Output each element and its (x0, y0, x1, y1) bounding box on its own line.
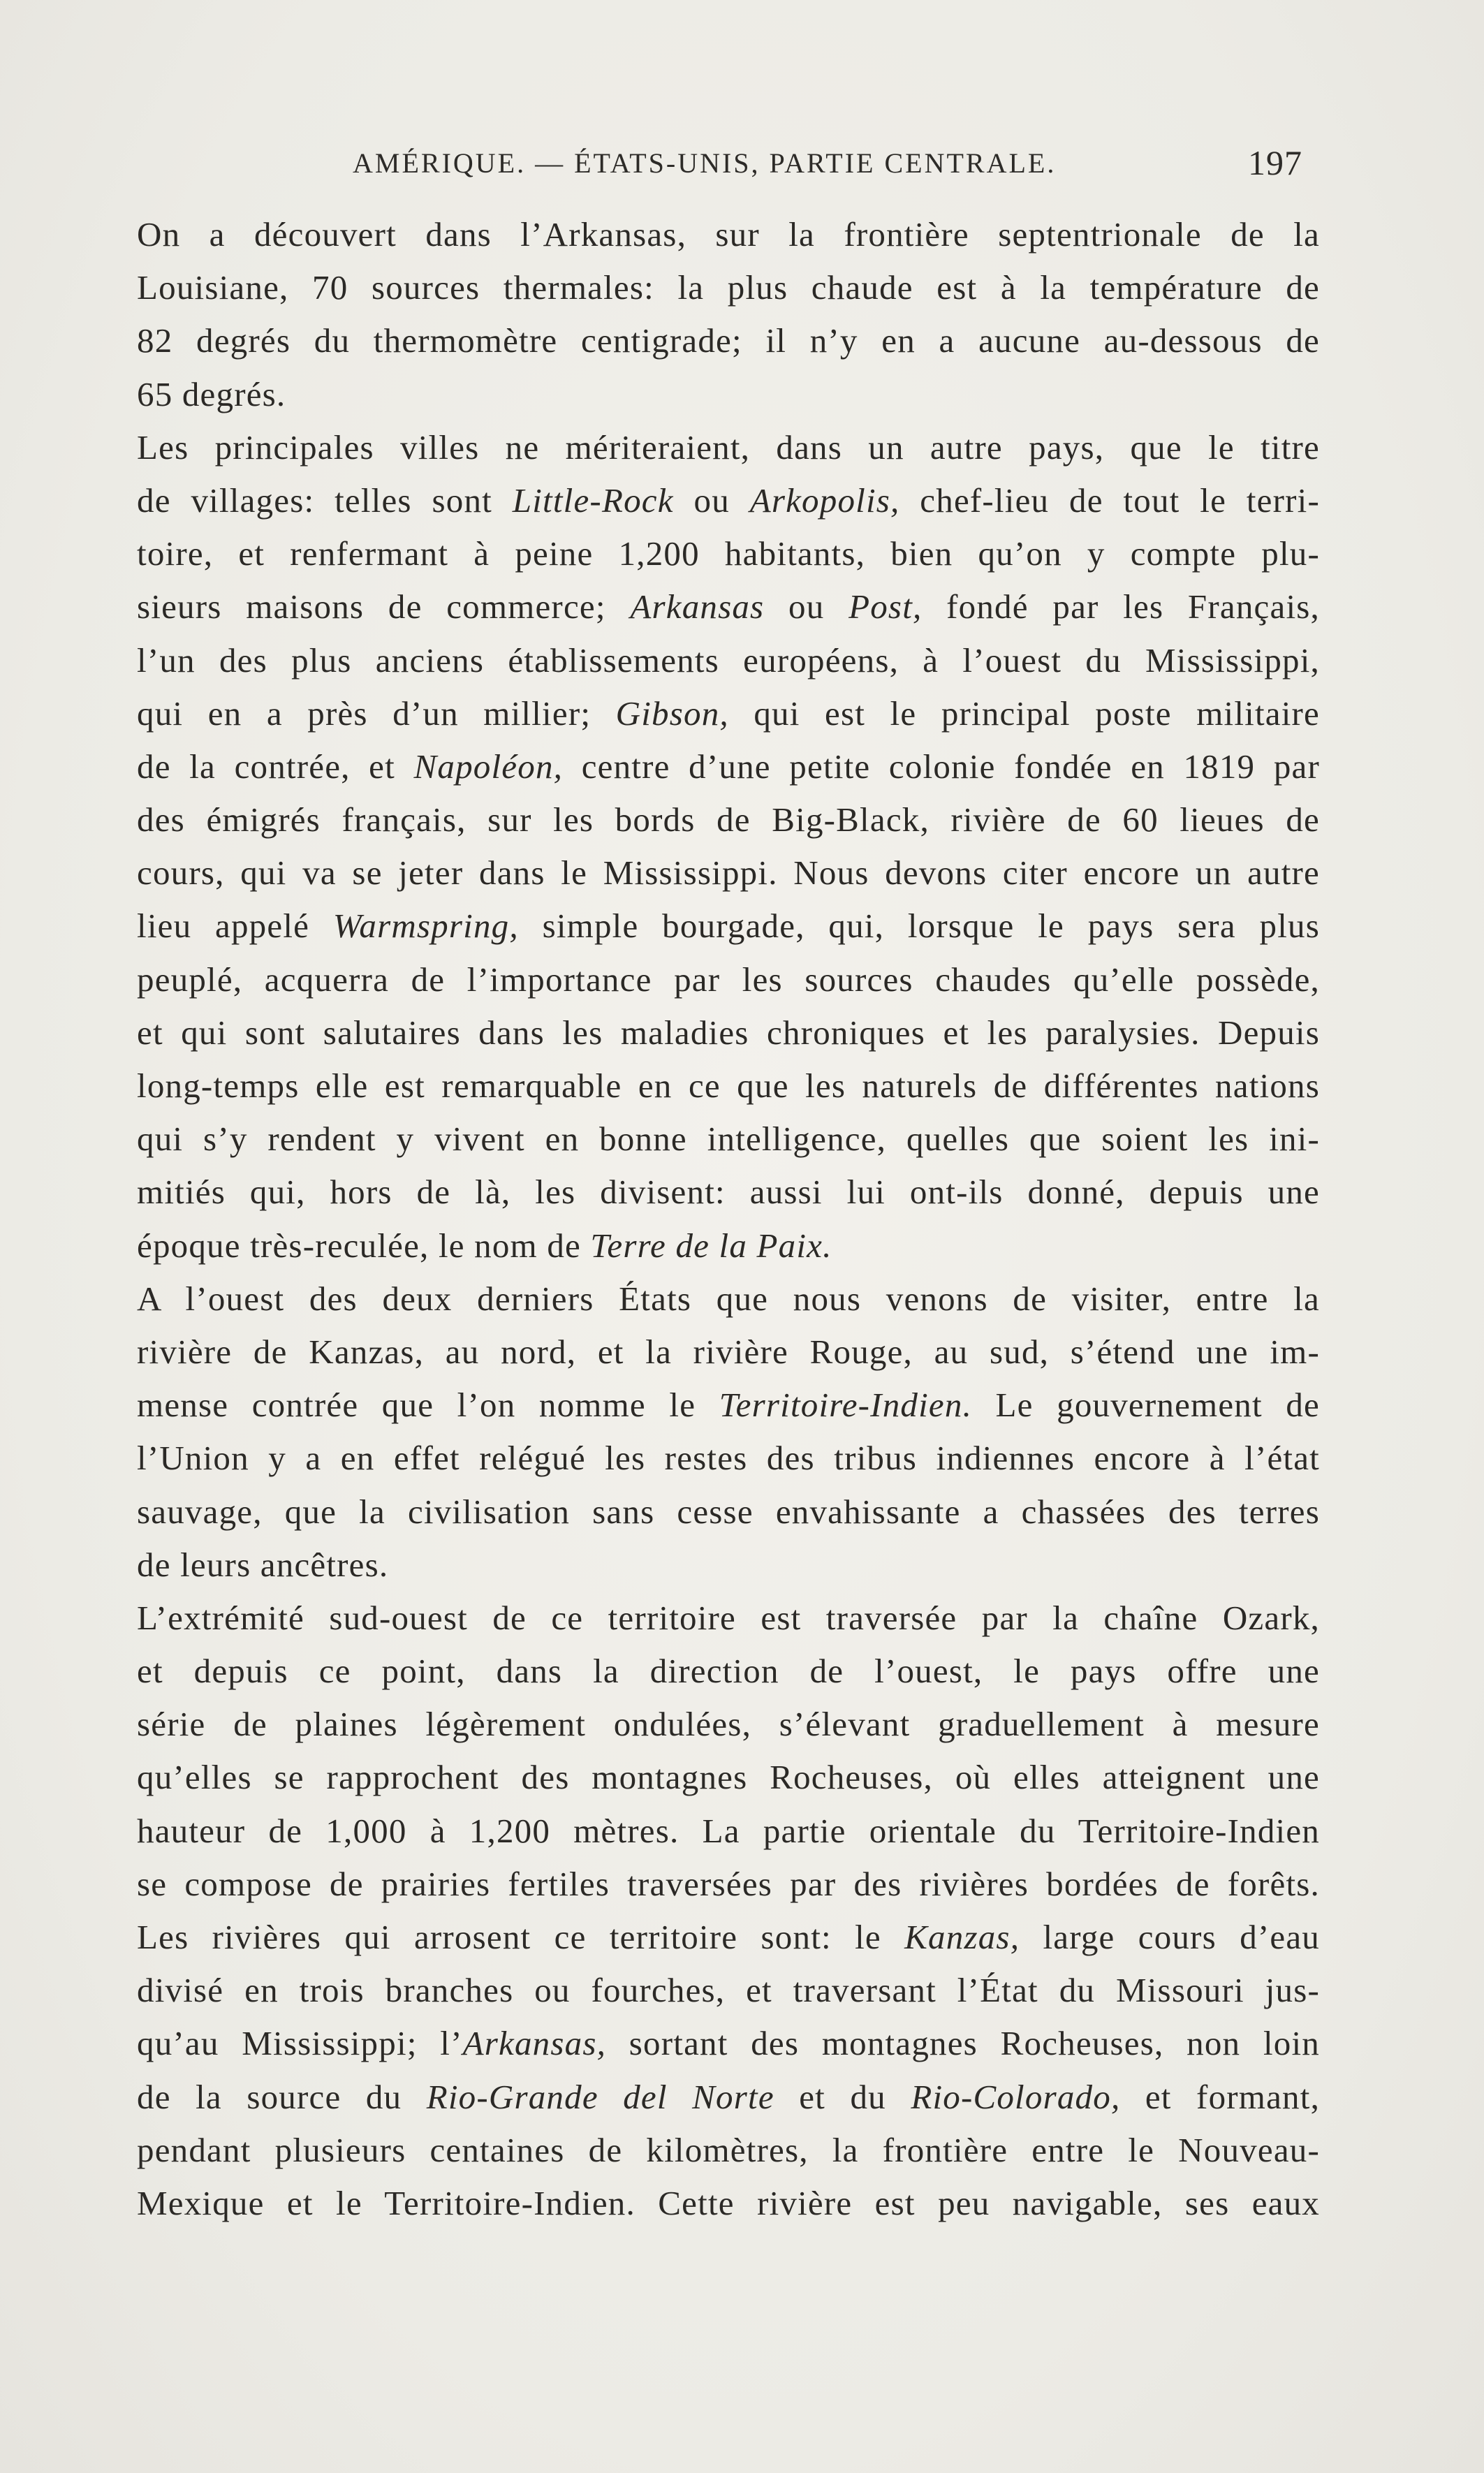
paragraph (137, 1592, 1320, 2230)
paragraph (137, 208, 1320, 421)
text-run: fondé par les Français, (922, 587, 1320, 626)
text-run: On a découvert dans l’Arkansas, sur la frontière septentrionale de la (137, 215, 1320, 254)
page-header (353, 143, 1302, 189)
text-run: ou (673, 480, 750, 520)
italic-term: Territoire-Indien. (719, 1386, 973, 1425)
text-line (137, 1698, 1320, 1751)
body-text (137, 208, 1320, 2230)
text-run: sortant des montagnes Rocheuses, non loin (606, 2024, 1320, 2063)
italic-term: Napoléon, (413, 747, 564, 786)
text-run: et du (774, 2077, 911, 2116)
text-run: de leurs ancêtres. (137, 1545, 389, 1584)
text-line (137, 2017, 1320, 2070)
text-run: de villages: telles sont (137, 480, 513, 520)
text-line (137, 740, 1320, 793)
running-title: AMÉRIQUE. — ÉTATS-UNIS, PARTIE CENTRALE. (353, 147, 1057, 179)
text-run: série de plaines légèrement ondulées, s’élevant graduellement à mesure (137, 1705, 1320, 1744)
italic-term: Arkansas, (462, 2024, 607, 2063)
text-run: de la source du (137, 2077, 427, 2116)
paragraph (137, 421, 1320, 1272)
text-run: pendant plusieurs centaines de kilomètres, la frontière entre le Nouveau- (137, 2130, 1320, 2169)
page-number: 197 (1248, 143, 1302, 182)
text-run: rivière de Kanzas, au nord, et la rivière Rouge, au sud, s’étend une im- (137, 1332, 1320, 1371)
italic-term: Rio-Colorado, (911, 2077, 1121, 2116)
text-run: ou (764, 587, 849, 626)
text-run: L’extrémité sud-ouest de ce territoire est traversée par la chaîne Ozark, (137, 1598, 1320, 1637)
text-line (137, 368, 1320, 421)
text-run: qui en a près d’un millier; (137, 694, 616, 733)
text-line (137, 953, 1320, 1006)
text-line (137, 634, 1320, 687)
italic-term: Terre de la Paix. (590, 1226, 832, 1265)
text-line (137, 208, 1320, 261)
text-run: qui est le principal poste militaire (728, 694, 1320, 733)
text-line (137, 1219, 1320, 1272)
text-line (137, 2071, 1320, 2124)
text-run: se compose de prairies fertiles traversées par des rivières bordées de forêts. (137, 1864, 1320, 1903)
text-line (137, 1964, 1320, 2017)
text-line (137, 1539, 1320, 1592)
text-line (137, 1166, 1320, 1219)
text-run: peuplé, acquerra de l’importance par les sources chaudes qu’elle possède, (137, 960, 1320, 999)
text-line (137, 1911, 1320, 1964)
text-run: toire, et renfermant à peine 1,200 habitants, bien qu’on y compte plu- (137, 534, 1320, 573)
italic-term: Kanzas, (904, 1918, 1020, 1956)
text-run: Les rivières qui arrosent ce territoire sont: le (137, 1918, 905, 1956)
italic-term: Post, (848, 587, 923, 626)
text-run: Louisiane, 70 sources thermales: la plus chaude est à la température de (137, 268, 1320, 307)
text-line (137, 421, 1320, 474)
text-run: qu’elles se rapprochent des montagnes Rocheuses, où elles atteignent une (137, 1758, 1320, 1797)
text-run: hauteur de 1,000 à 1,200 mètres. La partie orientale du Territoire-Indien (137, 1811, 1320, 1850)
text-line (137, 1645, 1320, 1698)
text-line (137, 474, 1320, 527)
text-line (137, 1113, 1320, 1166)
text-run: lieu appelé (137, 907, 333, 946)
text-line (137, 1006, 1320, 1059)
text-line (137, 1592, 1320, 1645)
text-run: cours, qui va se jeter dans le Mississippi. Nous devons citer encore un autre (137, 853, 1320, 893)
text-run: Les principales villes ne mériteraient, dans un autre pays, que le titre (137, 427, 1320, 467)
text-run: l’Union y a en effet relégué les restes des tribus indiennes encore à l’état (137, 1439, 1320, 1478)
text-line (137, 1059, 1320, 1113)
text-line (137, 1326, 1320, 1379)
text-run: divisé en trois branches ou fourches, et traversant l’État du Missouri jus- (137, 1971, 1320, 2010)
text-run: l’un des plus anciens établissements européens, à l’ouest du Mississippi, (137, 640, 1320, 680)
text-run: large cours d’eau (1020, 1918, 1321, 1956)
italic-term: Little-Rock (512, 480, 674, 520)
text-line (137, 314, 1320, 367)
text-run: A l’ouest des deux derniers États que nous venons de visiter, entre la (137, 1279, 1320, 1318)
text-line (137, 1485, 1320, 1539)
text-run: centre d’une petite colonie fondée en 1819 par (563, 747, 1320, 786)
italic-term: Arkansas (630, 587, 765, 626)
text-run: Le gouvernement de (972, 1386, 1320, 1425)
text-run: des émigrés français, sur les bords de Big-Black, rivière de 60 lieues de (137, 800, 1320, 839)
text-run: Mexique et le Territoire-Indien. Cette rivière est peu navigable, ses eaux (137, 2183, 1320, 2222)
text-line (137, 900, 1320, 953)
text-run: de la contrée, et (137, 747, 414, 786)
text-run: sauvage, que la civilisation sans cesse envahissante a chassées des terres (137, 1492, 1320, 1531)
italic-term: Rio-Grande del Norte (426, 2077, 774, 2116)
text-line (137, 846, 1320, 900)
text-line (137, 261, 1320, 314)
text-line (137, 1379, 1320, 1432)
paragraph (137, 1272, 1320, 1592)
italic-term: Arkopolis, (749, 480, 900, 520)
text-run: et depuis ce point, dans la direction de l’ouest, le pays offre une (137, 1652, 1320, 1691)
text-line (137, 1858, 1320, 1911)
text-line (137, 1751, 1320, 1804)
text-run: simple bourgade, qui, lorsque le pays sera plus (518, 907, 1320, 946)
text-line (137, 1432, 1320, 1485)
text-run: mitiés qui, hors de là, les divisent: aussi lui ont-ils donné, depuis une (137, 1173, 1320, 1212)
text-line (137, 1805, 1320, 1858)
text-run: 82 degrés du thermomètre centigrade; il n’y en a aucune au-dessous de (137, 321, 1320, 360)
text-line (137, 687, 1320, 740)
text-run: mense contrée que l’on nomme le (137, 1386, 719, 1425)
text-run: et qui sont salutaires dans les maladies chroniques et les paralysies. Depuis (137, 1013, 1320, 1052)
text-run: sieurs maisons de commerce; (137, 587, 631, 626)
text-run: qui s’y rendent y vivent en bonne intelligence, quelles que soient les ini- (137, 1120, 1320, 1159)
text-run: 65 degrés. (137, 374, 286, 413)
italic-term: Warmspring, (332, 907, 519, 946)
text-line (137, 793, 1320, 846)
text-line (137, 1272, 1320, 1326)
text-run: et formant, (1120, 2077, 1321, 2116)
text-line (137, 527, 1320, 580)
text-run: qu’au Mississippi; l’ (137, 2024, 463, 2063)
text-line (137, 580, 1320, 633)
text-line (137, 2177, 1320, 2230)
italic-term: Gibson, (615, 694, 729, 733)
text-run: époque très-reculée, le nom de (137, 1226, 591, 1265)
text-line (137, 2124, 1320, 2177)
text-run: chef-lieu de tout le terri- (899, 480, 1320, 520)
text-run: long-temps elle est remarquable en ce que les naturels de différentes nations (137, 1066, 1320, 1105)
